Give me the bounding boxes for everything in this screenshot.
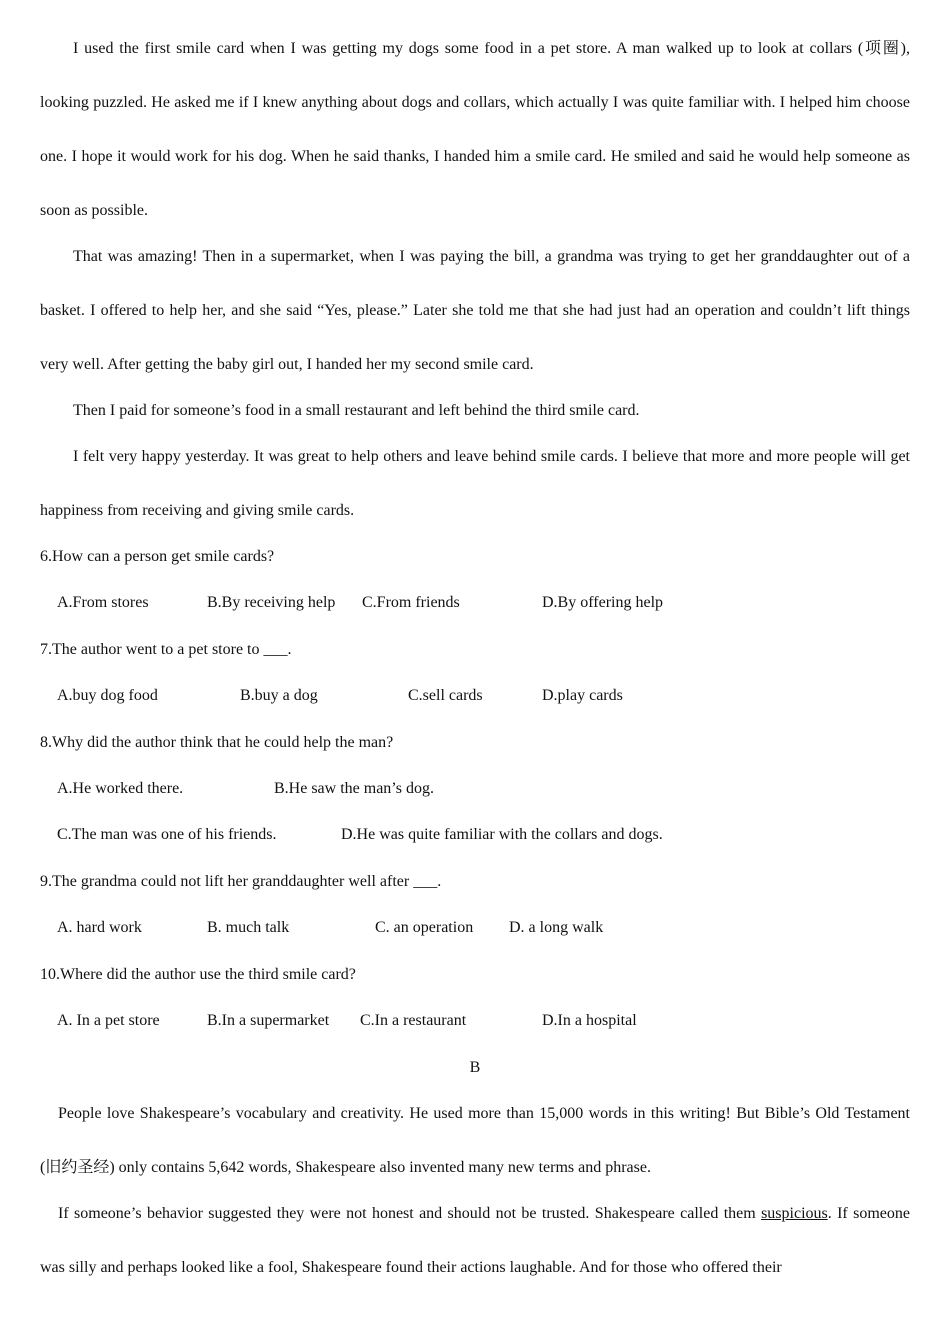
question-10-option-d: D.In a hospital xyxy=(542,1012,637,1029)
question-9-option-b: B. much talk xyxy=(207,919,290,936)
question-6-option-b: B.By receiving help xyxy=(207,594,336,611)
question-10-option-b: B.In a supermarket xyxy=(207,1012,330,1029)
question-9-option-a: A. hard work xyxy=(57,919,142,936)
question-10-option-a: A. In a pet store xyxy=(57,1012,160,1029)
question-7-option-d: D.play cards xyxy=(542,687,623,704)
question-6: 6.How can a person get smile cards? xyxy=(40,548,275,565)
question-10-option-c: C.In a restaurant xyxy=(360,1012,467,1029)
question-8: 8.Why did the author think that he could help the man? xyxy=(40,734,394,751)
question-10: 10.Where did the author use the third smile card? xyxy=(40,966,356,983)
passage-b-paragraph-2-end: . If someone was silly and perhaps looked like a fool, Shakespeare found their actions laughable. And for those who offered their xyxy=(40,1205,911,1276)
question-9-option-d: D. a long walk xyxy=(509,919,604,936)
question-8-option-a: A.He worked there. xyxy=(57,780,184,797)
question-7-option-b: B.buy a dog xyxy=(240,687,318,704)
question-7: 7.The author went to a pet store to ___. xyxy=(40,641,292,658)
passage-a-paragraph-2: That was amazing! Then in a supermarket, when I was paying the bill, a grandma was trying to get her granddaughter out of a basket. I offered to help her, and she said “Yes, please.” Later she told me that she had just had an operation and couldn’t lift things very well. After getting the baby girl out, I handed her my second smile card. xyxy=(40,248,910,373)
underlined-word: suspicious xyxy=(761,1205,828,1222)
question-6-option-d: D.By offering help xyxy=(542,594,664,611)
passage-b-paragraph-2 xyxy=(40,1187,910,1295)
passage-a-paragraph-1: I used the first smile card when I was getting my dogs some food in a pet store. A man walked up to look at collars (项圈), looking puzzled. He asked me if I knew anything about dogs and collars, which actually I was quite familiar with. I helped him choose one. I hope it would work for his dog. When he said thanks, I handed him a smile card. He smiled and said he would help someone as soon as possible. xyxy=(40,40,910,219)
question-8-option-c: C.The man was one of his friends. xyxy=(57,826,277,843)
passage-a-paragraph-3: Then I paid for someone’s food in a small restaurant and left behind the third smile card. xyxy=(73,402,640,419)
question-7-option-a: A.buy dog food xyxy=(57,687,158,704)
question-9: 9.The grandma could not lift her granddaughter well after ___. xyxy=(40,873,442,890)
passage-a-paragraph-4: I felt very happy yesterday. It was great to help others and leave behind smile cards. I believe that more and more people will get happiness from receiving and giving smile cards. xyxy=(40,448,910,519)
question-8-option-b: B.He saw the man’s dog. xyxy=(274,780,434,797)
passage-b-paragraph-2-start: If someone’s behavior suggested they were not honest and should not be trusted. Shakespeare called them xyxy=(58,1205,762,1222)
passage-b-heading: B xyxy=(469,1059,481,1076)
question-7-option-c: C.sell cards xyxy=(408,687,483,704)
question-6-option-c: C.From friends xyxy=(362,594,460,611)
passage-b-paragraph-1: People love Shakespeare’s vocabulary and creativity. He used more than 15,000 words in this writing! But Bible’s Old Testament (旧约圣经) only contains 5,642 words, Shakespeare also invented many new terms and phrase. xyxy=(40,1105,910,1176)
question-6-option-a: A.From stores xyxy=(57,594,149,611)
question-9-option-c: C. an operation xyxy=(375,919,474,936)
question-8-option-d: D.He was quite familiar with the collars and dogs. xyxy=(341,826,663,843)
